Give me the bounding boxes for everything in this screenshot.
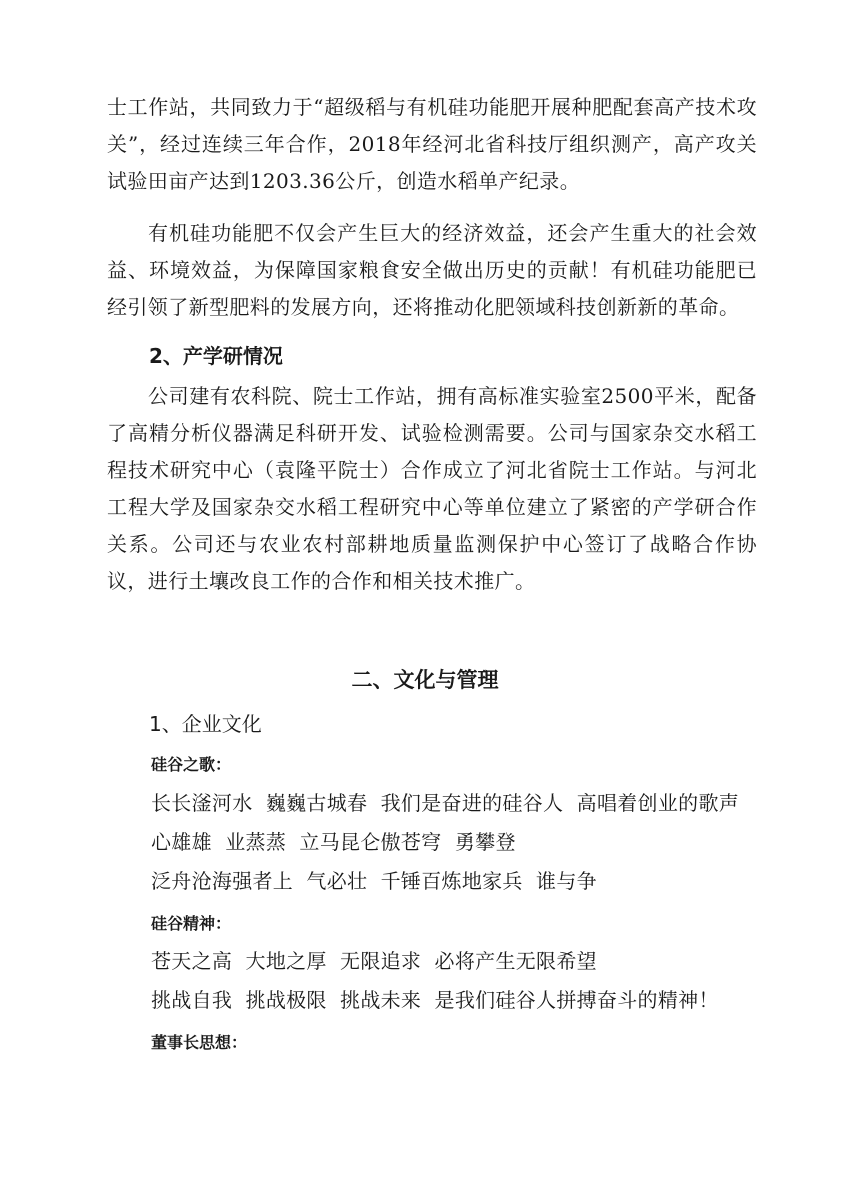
song-line: 长长滏河水 巍巍古城春 我们是奋进的硅谷人 高唱着创业的歌声 (151, 791, 740, 815)
subheading-corporate-culture: 1、企业文化 (149, 712, 262, 736)
label-company-song: 硅谷之歌： (151, 755, 232, 774)
label-chairman-thoughts: 董事长思想： (151, 1033, 248, 1052)
song-line: 心雄雄 业蒸蒸 立马昆仑傲苍穹 勇攀登 (151, 830, 516, 854)
heading-research-cooperation: 2、产学研情况 (149, 344, 283, 368)
paragraph-research-cooperation: 公司建有农科院、院士工作站，拥有高标准实验室2500平米，配备了高精分析仪器满足科研开发、试验检测需要。公司与国家杂交水稻工程技术研究中心（袁隆平院士）合作成立了河北省院士工作站。与河北工程大学及国家杂交水稻工程研究中心等单位建立了紧密的产学研合作关系。公司还与农业农村部耕地质量监测保护中心签订了战略合作协议，进行土壤改良工作的合作和相关技术推广。 (107, 384, 757, 593)
song-line: 泛舟沧海强者上 气必壮 千锤百炼地家兵 谁与争 (151, 869, 597, 893)
paragraph-benefits: 有机硅功能肥不仅会产生巨大的经济效益，还会产生重大的社会效益、环境效益，为保障国家粮食安全做出历史的贡献！有机硅功能肥已经引领了新型肥料的发展方向，还将推动化肥领域科技创新新的革命。 (107, 221, 757, 319)
label-company-spirit: 硅谷精神： (151, 914, 232, 933)
spirit-line: 苍天之高 大地之厚 无限追求 必将产生无限希望 (151, 949, 597, 973)
section-title-culture-management: 二、文化与管理 (351, 668, 499, 692)
spirit-line: 挑战自我 挑战极限 挑战未来 是我们硅谷人拼搏奋斗的精神！ (151, 988, 719, 1012)
paragraph-yield-record: 士工作站，共同致力于“超级稻与有机硅功能肥开展种肥配套高产技术攻关”，经过连续三年合作，2018年经河北省科技厅组织测产，高产攻关试验田亩产达到1203.36公斤，创造水稻单产纪录。 (107, 95, 757, 193)
